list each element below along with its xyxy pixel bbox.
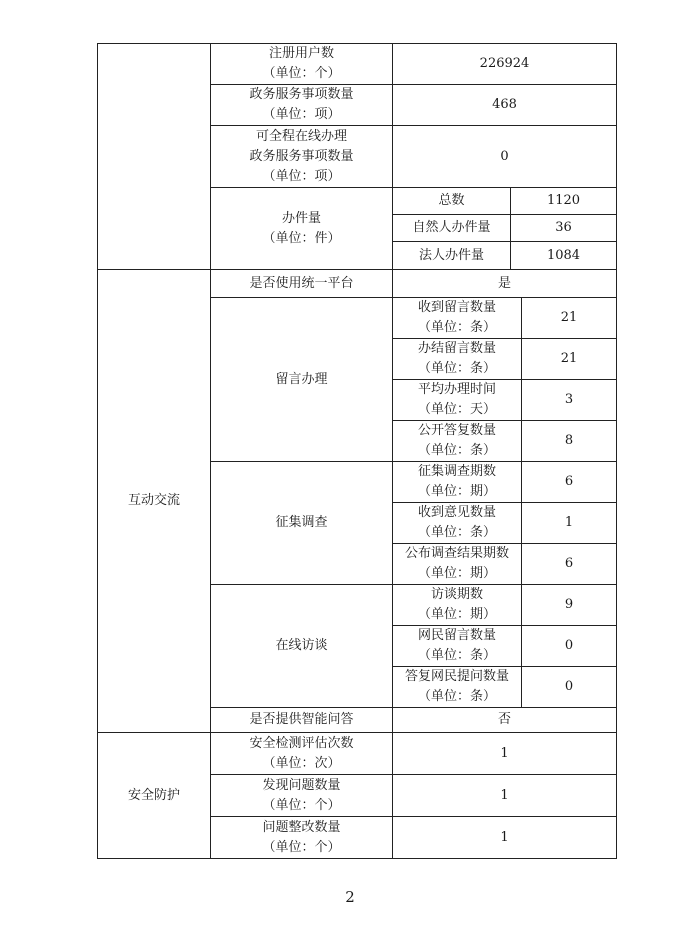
messages-row-value: 21 bbox=[521, 338, 617, 380]
unified-platform-label: 是否使用统一平台 bbox=[210, 269, 393, 298]
unified-platform-value: 是 bbox=[392, 269, 617, 298]
section-interaction: 互动交流 bbox=[97, 269, 211, 733]
security-row-label: 问题整改数量 （单位：个） bbox=[210, 816, 393, 859]
messages-group-label: 留言办理 bbox=[210, 297, 393, 462]
items-value: 468 bbox=[392, 84, 617, 126]
interview-row-value: 0 bbox=[521, 666, 617, 708]
security-row-value: 1 bbox=[392, 732, 617, 775]
interview-group-label: 在线访谈 bbox=[210, 584, 393, 708]
handling-total-value: 1120 bbox=[510, 187, 617, 215]
survey-row-value: 1 bbox=[521, 502, 617, 544]
survey-row-label: 公布调查结果期数 （单位：期） bbox=[392, 543, 522, 585]
interview-row-value: 9 bbox=[521, 584, 617, 626]
messages-row-label: 收到留言数量 （单位：条） bbox=[392, 297, 522, 339]
page-number: 2 bbox=[345, 888, 355, 906]
online-items-value: 0 bbox=[392, 125, 617, 188]
interview-row-label: 网民留言数量 （单位：条） bbox=[392, 625, 522, 667]
messages-row-label: 办结留言数量 （单位：条） bbox=[392, 338, 522, 380]
section-top bbox=[97, 43, 211, 270]
handling-legal-value: 1084 bbox=[510, 241, 617, 270]
handling-natural-label: 自然人办件量 bbox=[392, 214, 511, 242]
messages-row-value: 8 bbox=[521, 420, 617, 462]
messages-row-value: 3 bbox=[521, 379, 617, 421]
messages-row-value: 21 bbox=[521, 297, 617, 339]
security-row-label: 发现问题数量 （单位：个） bbox=[210, 774, 393, 817]
messages-row-label: 平均办理时间 （单位：天） bbox=[392, 379, 522, 421]
smart-qa-label: 是否提供智能问答 bbox=[210, 707, 393, 733]
survey-row-label: 收到意见数量 （单位：条） bbox=[392, 502, 522, 544]
interview-row-label: 访谈期数 （单位：期） bbox=[392, 584, 522, 626]
handling-legal-label: 法人办件量 bbox=[392, 241, 511, 270]
online-items-label: 可全程在线办理 政务服务事项数量 （单位：项） bbox=[210, 125, 393, 188]
section-security: 安全防护 bbox=[97, 732, 211, 859]
interview-row-label: 答复网民提问数量 （单位：条） bbox=[392, 666, 522, 708]
reg-users-value: 226924 bbox=[392, 43, 617, 85]
items-label: 政务服务事项数量 （单位：项） bbox=[210, 84, 393, 126]
survey-row-value: 6 bbox=[521, 543, 617, 585]
survey-row-value: 6 bbox=[521, 461, 617, 503]
handling-natural-value: 36 bbox=[510, 214, 617, 242]
reg-users-label: 注册用户数 （单位：个） bbox=[210, 43, 393, 85]
messages-row-label: 公开答复数量 （单位：条） bbox=[392, 420, 522, 462]
security-row-value: 1 bbox=[392, 816, 617, 859]
interview-row-value: 0 bbox=[521, 625, 617, 667]
security-row-label: 安全检测评估次数 （单位：次） bbox=[210, 732, 393, 775]
security-row-value: 1 bbox=[392, 774, 617, 817]
handling-total-label: 总数 bbox=[392, 187, 511, 215]
survey-row-label: 征集调查期数 （单位：期） bbox=[392, 461, 522, 503]
handling-label: 办件量 （单位：件） bbox=[210, 187, 393, 270]
survey-group-label: 征集调查 bbox=[210, 461, 393, 585]
smart-qa-value: 否 bbox=[392, 707, 617, 733]
